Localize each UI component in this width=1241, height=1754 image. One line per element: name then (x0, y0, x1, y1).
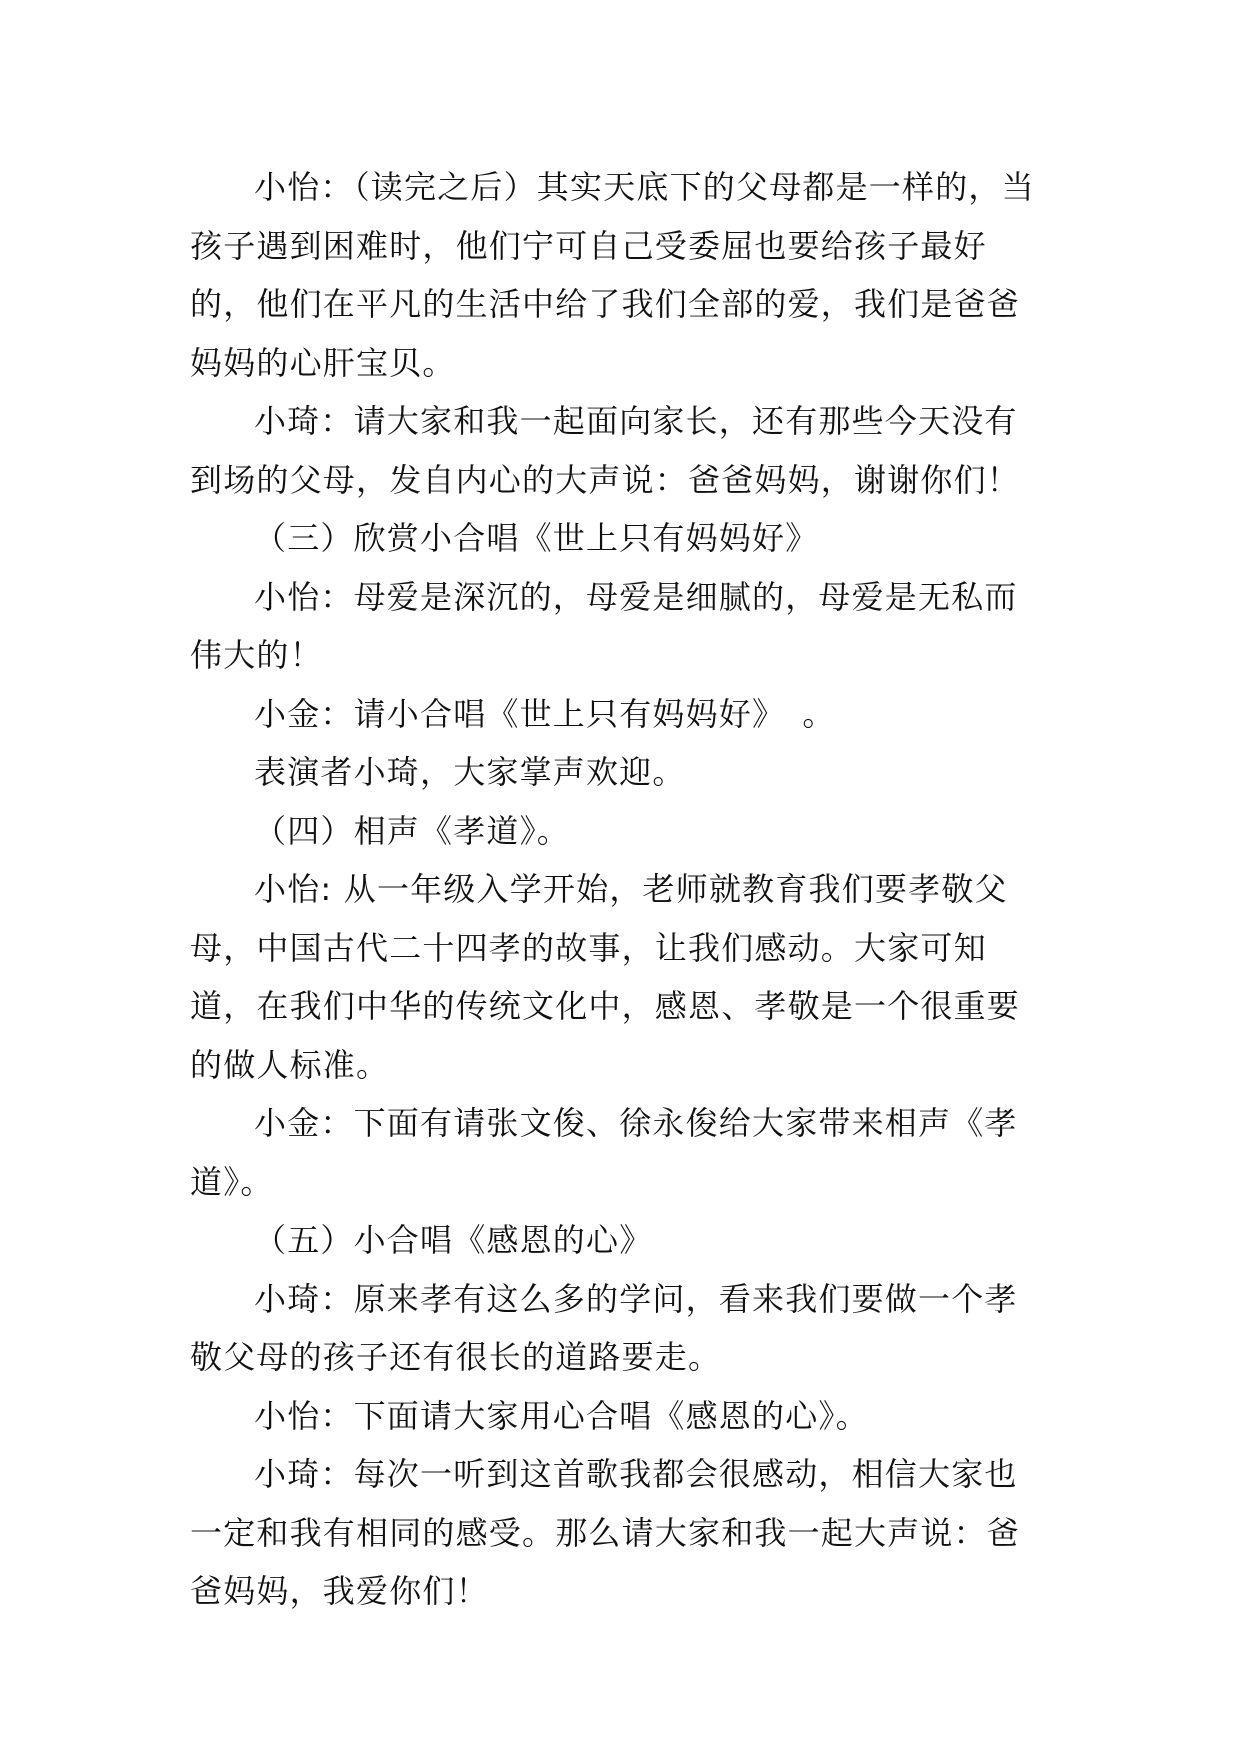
section-heading-four: （四）相声《孝道》。 (254, 811, 571, 850)
paragraph-xiaoyi-sing-together: 小怡：下面请大家用心合唱《感恩的心》。 (254, 1396, 869, 1435)
paragraph-performer-intro: 表演者小琦，大家掌声欢迎。 (254, 753, 686, 791)
section-heading-three: （三）欣赏小合唱《世上只有妈妈好》 (254, 519, 819, 557)
paragraph-xiaoyi-filial-piety: 小怡: 从一年级入学开始，老师就教育我们要孝敬父母，中国古代二十四孝的故事，让我们感动。大家可知道，在我们中华的传统文化中，感恩、孝敬是一个很重要的做人标准。 (190, 870, 1021, 1084)
paragraph-xiaoqi-long-road: 小琦：原来孝有这么多的学问，看来我们要做一个孝敬父母的孩子还有很长的道路要走。 (190, 1279, 1018, 1376)
paragraph-xiaoqi-closing: 小琦：每次一听到这首歌我都会很感动，相信大家也一定和我有相同的感受。那么请大家和我一起大声说：爸爸妈妈，我爱你们！ (190, 1455, 1021, 1610)
paragraph-xiaoyi-mother-love: 小怡：母爱是深沉的，母爱是细腻的，母爱是无私而伟大的！ (190, 577, 1018, 674)
paragraph-xiaojin-invite-chorus: 小金：请小合唱《世上只有妈妈好》 。 (254, 694, 836, 733)
section-heading-five: （五）小合唱《感恩的心》 (254, 1221, 653, 1259)
paragraph-xiaojin-crosstalk-intro: 小金：下面有请张文俊、徐永俊给大家带来相声《孝道》。 (190, 1104, 1018, 1201)
paragraph-xiaoyi-parents-love: 小怡：（读完之后）其实天底下的父母都是一样的，当孩子遇到困难时，他们宁可自己受委屈也要给孩子最好的，他们在平凡的生活中给了我们全部的爱，我们是爸爸妈妈的心肝宝贝。 (190, 168, 1035, 382)
paragraph-xiaoqi-thank-parents: 小琦：请大家和我一起面向家长，还有那些今天没有到场的父母，发自内心的大声说：爸爸妈妈，谢谢你们！ (190, 402, 1021, 499)
document-body (190, 158, 1050, 1621)
